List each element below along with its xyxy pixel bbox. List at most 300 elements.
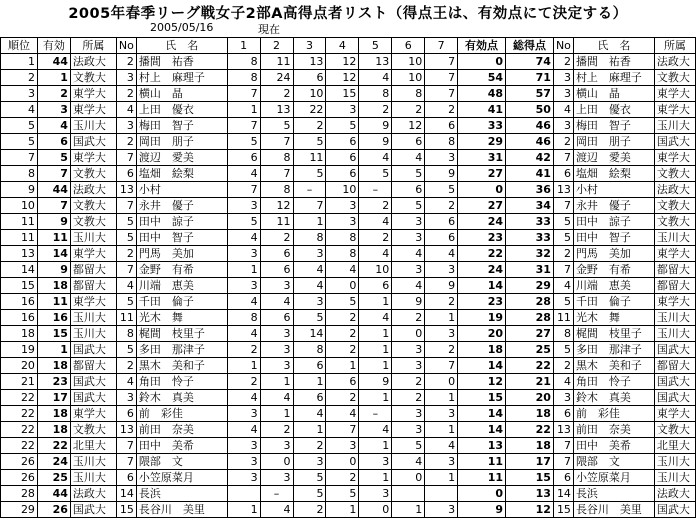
cell-match-3: 4 xyxy=(293,278,326,294)
cell-match-5: 1 xyxy=(359,342,392,358)
cell-no-2: 11 xyxy=(553,310,573,326)
cell-no: 2 xyxy=(116,134,136,150)
cell-player-name-2: 田中 美希 xyxy=(573,438,654,454)
table-row xyxy=(1,182,696,198)
cell-match-6: 2 xyxy=(392,310,425,326)
cell-team-2: 東学大 xyxy=(654,406,695,422)
cell-match-3: – xyxy=(293,182,326,198)
table-row xyxy=(1,470,696,486)
cell-match-1: 3 xyxy=(227,454,260,470)
cell-match-6: 3 xyxy=(392,214,425,230)
cell-player-name: 金野 有希 xyxy=(136,262,227,278)
cell-match-5: 9 xyxy=(359,118,392,134)
cell-no: 7 xyxy=(116,198,136,214)
cell-match-6: 5 xyxy=(392,438,425,454)
cell-player-name-2: 梅田 智子 xyxy=(573,118,654,134)
cell-match-2: 4 xyxy=(260,390,293,406)
cell-no: 15 xyxy=(116,502,136,518)
cell-match-4: 7 xyxy=(326,422,359,438)
cell-match-1: 5 xyxy=(227,214,260,230)
cell-team-2: 東学大 xyxy=(654,102,695,118)
cell-match-7: 5 xyxy=(425,182,458,198)
cell-match-5: 2 xyxy=(359,102,392,118)
cell-match-4: 2 xyxy=(326,326,359,342)
header-team: 所属 xyxy=(70,38,116,54)
cell-player-name-2: 多田 那津子 xyxy=(573,342,654,358)
cell-rank: 9 xyxy=(1,182,38,198)
cell-valid-rank: 26 xyxy=(37,502,70,518)
cell-valid-points: 0 xyxy=(458,182,506,198)
cell-player-name-2: 小笠原菜月 xyxy=(573,470,654,486)
cell-team-2: 法政大 xyxy=(654,54,695,70)
cell-match-2: 6 xyxy=(260,246,293,262)
cell-match-6: 2 xyxy=(392,390,425,406)
cell-player-name-2: 田中 智子 xyxy=(573,230,654,246)
cell-valid-points: 11 xyxy=(458,470,506,486)
cell-match-6: 10 xyxy=(392,54,425,70)
cell-match-7: 3 xyxy=(425,150,458,166)
cell-player-name-2: 岡田 朋子 xyxy=(573,134,654,150)
cell-match-4: 3 xyxy=(326,438,359,454)
cell-match-7: 6 xyxy=(425,118,458,134)
cell-valid-rank: 6 xyxy=(37,134,70,150)
header-valid-rank: 有効 xyxy=(37,38,70,54)
cell-match-6: 0 xyxy=(392,470,425,486)
cell-no-2: 7 xyxy=(553,438,573,454)
cell-match-5: 8 xyxy=(359,86,392,102)
table-row xyxy=(1,438,696,454)
cell-player-name: 門馬 美加 xyxy=(136,246,227,262)
cell-match-5: 1 xyxy=(359,326,392,342)
cell-player-name-2: 金野 有希 xyxy=(573,262,654,278)
cell-player-name: 長浜 xyxy=(136,486,227,502)
cell-team-2: 文教大 xyxy=(654,166,695,182)
cell-match-5: 2 xyxy=(359,230,392,246)
cell-team: 文教大 xyxy=(70,70,116,86)
cell-valid-points: 0 xyxy=(458,486,506,502)
cell-player-name-2: 梶間 枝里子 xyxy=(573,326,654,342)
cell-match-3: 14 xyxy=(293,326,326,342)
cell-rank: 16 xyxy=(1,310,38,326)
cell-match-7: 1 xyxy=(425,422,458,438)
table-row xyxy=(1,262,696,278)
cell-valid-points: 41 xyxy=(458,102,506,118)
cell-match-3: 1 xyxy=(293,374,326,390)
cell-team-2: 東学大 xyxy=(654,246,695,262)
cell-total-points: 32 xyxy=(506,246,554,262)
cell-match-7: 9 xyxy=(425,278,458,294)
table-row xyxy=(1,86,696,102)
cell-match-7: 2 xyxy=(425,342,458,358)
cell-valid-points: 22 xyxy=(458,246,506,262)
cell-player-name: 角田 怜子 xyxy=(136,374,227,390)
cell-player-name-2: 前田 奈美 xyxy=(573,422,654,438)
cell-rank: 21 xyxy=(1,374,38,390)
cell-team-2: 玉川大 xyxy=(654,310,695,326)
cell-team-2: 都留大 xyxy=(654,262,695,278)
cell-team-2: 国武大 xyxy=(654,134,695,150)
report-date: 2005/05/16 xyxy=(150,21,214,34)
cell-match-3: 22 xyxy=(293,102,326,118)
cell-match-2: 3 xyxy=(260,342,293,358)
cell-valid-points: 14 xyxy=(458,358,506,374)
table-row xyxy=(1,310,696,326)
cell-total-points: 28 xyxy=(506,310,554,326)
cell-player-name-2: 永井 優子 xyxy=(573,198,654,214)
cell-match-2: 7 xyxy=(260,134,293,150)
cell-team-2: 玉川大 xyxy=(654,326,695,342)
cell-match-7: 8 xyxy=(425,134,458,150)
table-row xyxy=(1,294,696,310)
cell-match-5: 0 xyxy=(359,502,392,518)
cell-match-3: 5 xyxy=(293,310,326,326)
cell-match-2: – xyxy=(260,486,293,502)
cell-team: 国武大 xyxy=(70,374,116,390)
cell-match-1: 2 xyxy=(227,342,260,358)
cell-player-name-2: 上田 優衣 xyxy=(573,102,654,118)
cell-no-2: 15 xyxy=(553,502,573,518)
table-row xyxy=(1,118,696,134)
cell-no-2: 13 xyxy=(553,422,573,438)
cell-rank: 15 xyxy=(1,278,38,294)
cell-match-6: 1 xyxy=(392,502,425,518)
cell-valid-rank: 25 xyxy=(37,470,70,486)
cell-match-4: 6 xyxy=(326,150,359,166)
cell-valid-points: 12 xyxy=(458,374,506,390)
cell-match-4: 2 xyxy=(326,390,359,406)
table-row xyxy=(1,150,696,166)
cell-match-5: 13 xyxy=(359,54,392,70)
page-title: 2005年春季リーグ戦女子2部A高得点者リスト（得点王は、有効点にて決定する） xyxy=(68,6,628,22)
cell-rank: 10 xyxy=(1,198,38,214)
cell-match-2: 0 xyxy=(260,454,293,470)
cell-no: 7 xyxy=(116,454,136,470)
cell-player-name-2: 小村 xyxy=(573,182,654,198)
cell-no: 6 xyxy=(116,406,136,422)
cell-rank: 22 xyxy=(1,438,38,454)
cell-rank: 22 xyxy=(1,390,38,406)
cell-match-3: 11 xyxy=(293,150,326,166)
cell-match-3: 13 xyxy=(293,54,326,70)
cell-no: 13 xyxy=(116,182,136,198)
cell-valid-rank: 5 xyxy=(37,150,70,166)
cell-match-3: 2 xyxy=(293,438,326,454)
cell-match-2: 11 xyxy=(260,54,293,70)
cell-total-points: 41 xyxy=(506,166,554,182)
cell-no-2: 5 xyxy=(553,342,573,358)
cell-no-2: 5 xyxy=(553,230,573,246)
cell-team: 国武大 xyxy=(70,390,116,406)
cell-valid-points: 29 xyxy=(458,134,506,150)
cell-match-5: – xyxy=(359,182,392,198)
header-player-name-2: 氏 名 xyxy=(573,38,654,54)
table-row xyxy=(1,374,696,390)
cell-no: 5 xyxy=(116,342,136,358)
cell-team: 国武大 xyxy=(70,342,116,358)
cell-player-name-2: 田中 諒子 xyxy=(573,214,654,230)
cell-player-name-2: 千田 倫子 xyxy=(573,294,654,310)
cell-match-6: 4 xyxy=(392,278,425,294)
cell-player-name: 田中 智子 xyxy=(136,230,227,246)
cell-valid-rank: 11 xyxy=(37,230,70,246)
cell-match-7: 0 xyxy=(425,374,458,390)
cell-player-name-2: 播間 祐香 xyxy=(573,54,654,70)
cell-player-name: 千田 倫子 xyxy=(136,294,227,310)
table-row xyxy=(1,486,696,502)
cell-match-2: 3 xyxy=(260,278,293,294)
cell-match-1: 1 xyxy=(227,102,260,118)
cell-total-points: 42 xyxy=(506,150,554,166)
cell-valid-rank: 2 xyxy=(37,86,70,102)
cell-no-2: 3 xyxy=(553,70,573,86)
table-row xyxy=(1,134,696,150)
cell-match-5: 4 xyxy=(359,310,392,326)
cell-valid-rank: 17 xyxy=(37,390,70,406)
cell-match-4: 0 xyxy=(326,454,359,470)
table-row xyxy=(1,342,696,358)
header-match-5: 5 xyxy=(359,38,392,54)
cell-player-name: 播間 祐香 xyxy=(136,54,227,70)
cell-team-2: 国武大 xyxy=(654,390,695,406)
cell-rank: 5 xyxy=(1,134,38,150)
cell-team: 文教大 xyxy=(70,198,116,214)
cell-match-1: 8 xyxy=(227,70,260,86)
cell-team: 都留大 xyxy=(70,262,116,278)
cell-match-1: 3 xyxy=(227,278,260,294)
cell-player-name: 前田 奈美 xyxy=(136,422,227,438)
cell-no-2: 2 xyxy=(553,358,573,374)
cell-rank: 7 xyxy=(1,150,38,166)
cell-match-4: 2 xyxy=(326,470,359,486)
cell-rank: 1 xyxy=(1,54,38,70)
cell-rank: 26 xyxy=(1,454,38,470)
cell-valid-points: 24 xyxy=(458,214,506,230)
cell-valid-points: 14 xyxy=(458,422,506,438)
cell-match-4: 12 xyxy=(326,54,359,70)
cell-match-7: 7 xyxy=(425,86,458,102)
cell-match-5: 4 xyxy=(359,422,392,438)
cell-team: 東学大 xyxy=(70,150,116,166)
cell-no: 14 xyxy=(116,486,136,502)
cell-match-4: 15 xyxy=(326,86,359,102)
cell-valid-points: 14 xyxy=(458,278,506,294)
cell-rank: 5 xyxy=(1,118,38,134)
cell-no-2: 6 xyxy=(553,406,573,422)
cell-valid-points: 54 xyxy=(458,70,506,86)
cell-total-points: 17 xyxy=(506,454,554,470)
cell-no-2: 4 xyxy=(553,278,573,294)
cell-valid-rank: 7 xyxy=(37,198,70,214)
cell-match-1: 3 xyxy=(227,406,260,422)
cell-team: 玉川大 xyxy=(70,454,116,470)
cell-match-7: 3 xyxy=(425,326,458,342)
cell-match-1: 7 xyxy=(227,86,260,102)
cell-no: 13 xyxy=(116,422,136,438)
cell-valid-points: 14 xyxy=(458,406,506,422)
cell-no: 5 xyxy=(116,230,136,246)
cell-valid-rank: 18 xyxy=(37,278,70,294)
cell-player-name-2: 黒木 美和子 xyxy=(573,358,654,374)
cell-no: 6 xyxy=(116,166,136,182)
cell-no-2: 6 xyxy=(553,470,573,486)
cell-team-2: 玉川大 xyxy=(654,118,695,134)
cell-player-name-2: 鈴木 真美 xyxy=(573,390,654,406)
table-body xyxy=(1,54,696,518)
header-match-6: 6 xyxy=(392,38,425,54)
header-no: No xyxy=(116,38,136,54)
table-row xyxy=(1,326,696,342)
cell-match-4: 3 xyxy=(326,102,359,118)
cell-match-3: 1 xyxy=(293,214,326,230)
cell-match-2: 8 xyxy=(260,182,293,198)
header-match-1: 1 xyxy=(227,38,260,54)
cell-match-5: 6 xyxy=(359,278,392,294)
header-match-4: 4 xyxy=(326,38,359,54)
cell-team-2: 北里大 xyxy=(654,438,695,454)
cell-no: 5 xyxy=(116,294,136,310)
cell-match-3: 6 xyxy=(293,358,326,374)
cell-match-3: 3 xyxy=(293,454,326,470)
cell-match-3: 8 xyxy=(293,342,326,358)
cell-match-4: 12 xyxy=(326,70,359,86)
cell-match-7: 2 xyxy=(425,102,458,118)
cell-no: 7 xyxy=(116,438,136,454)
cell-match-1: 1 xyxy=(227,358,260,374)
cell-match-1: 4 xyxy=(227,166,260,182)
cell-match-3: 3 xyxy=(293,246,326,262)
cell-match-7: 4 xyxy=(425,246,458,262)
cell-match-4: 8 xyxy=(326,230,359,246)
cell-player-name: 光木 舞 xyxy=(136,310,227,326)
cell-team-2: 玉川大 xyxy=(654,470,695,486)
cell-no-2: 2 xyxy=(553,54,573,70)
cell-rank: 19 xyxy=(1,342,38,358)
cell-team-2: 文教大 xyxy=(654,214,695,230)
cell-player-name: 川端 恵美 xyxy=(136,278,227,294)
cell-no: 3 xyxy=(116,70,136,86)
cell-valid-rank: 18 xyxy=(37,422,70,438)
cell-player-name: 岡田 朋子 xyxy=(136,134,227,150)
cell-match-4: 4 xyxy=(326,262,359,278)
cell-valid-rank: 22 xyxy=(37,438,70,454)
cell-match-4: 2 xyxy=(326,342,359,358)
cell-match-2: 13 xyxy=(260,102,293,118)
cell-total-points: 71 xyxy=(506,70,554,86)
table-row xyxy=(1,198,696,214)
cell-total-points: 22 xyxy=(506,422,554,438)
cell-no-2: 2 xyxy=(553,134,573,150)
cell-match-7: 6 xyxy=(425,230,458,246)
cell-match-4: 8 xyxy=(326,246,359,262)
table-row xyxy=(1,166,696,182)
cell-player-name: 村上 麻理子 xyxy=(136,70,227,86)
cell-no: 2 xyxy=(116,86,136,102)
cell-match-5: – xyxy=(359,406,392,422)
cell-valid-points: 23 xyxy=(458,230,506,246)
cell-team-2: 国武大 xyxy=(654,374,695,390)
cell-rank: 18 xyxy=(1,326,38,342)
cell-match-7: 1 xyxy=(425,390,458,406)
cell-team: 東学大 xyxy=(70,294,116,310)
cell-match-7: 4 xyxy=(425,438,458,454)
cell-valid-points: 48 xyxy=(458,86,506,102)
cell-no-2: 3 xyxy=(553,118,573,134)
header-row xyxy=(1,38,696,54)
cell-rank: 16 xyxy=(1,294,38,310)
cell-match-3: 6 xyxy=(293,390,326,406)
header-match-7: 7 xyxy=(425,38,458,54)
cell-no: 3 xyxy=(116,118,136,134)
cell-no: 7 xyxy=(116,262,136,278)
cell-no-2: 5 xyxy=(553,214,573,230)
cell-match-1: 4 xyxy=(227,294,260,310)
table-row xyxy=(1,70,696,86)
cell-match-6: 8 xyxy=(392,86,425,102)
cell-no: 2 xyxy=(116,246,136,262)
cell-match-4: 6 xyxy=(326,166,359,182)
cell-team: 文教大 xyxy=(70,214,116,230)
cell-team: 国武大 xyxy=(70,502,116,518)
cell-match-3: 5 xyxy=(293,486,326,502)
cell-match-3: 8 xyxy=(293,230,326,246)
header-no-2: No xyxy=(553,38,573,54)
cell-match-4: 2 xyxy=(326,310,359,326)
cell-team: 国武大 xyxy=(70,134,116,150)
cell-valid-rank: 3 xyxy=(37,102,70,118)
cell-match-2: 2 xyxy=(260,230,293,246)
cell-team-2: 都留大 xyxy=(654,358,695,374)
cell-match-2: 3 xyxy=(260,326,293,342)
cell-no: 4 xyxy=(116,278,136,294)
cell-match-5: 4 xyxy=(359,246,392,262)
cell-rank: 11 xyxy=(1,230,38,246)
cell-no-2: 7 xyxy=(553,150,573,166)
cell-match-7: 3 xyxy=(425,262,458,278)
cell-player-name: 上田 優衣 xyxy=(136,102,227,118)
cell-player-name-2: 前 彩佳 xyxy=(573,406,654,422)
cell-match-5: 2 xyxy=(359,198,392,214)
cell-match-7: 1 xyxy=(425,310,458,326)
cell-player-name: 長谷川 美里 xyxy=(136,502,227,518)
cell-total-points: 13 xyxy=(506,486,554,502)
cell-match-5: 4 xyxy=(359,150,392,166)
cell-match-1: 3 xyxy=(227,246,260,262)
cell-match-7: 7 xyxy=(425,358,458,374)
header-match-2: 2 xyxy=(260,38,293,54)
cell-total-points: 36 xyxy=(506,182,554,198)
cell-match-7: 2 xyxy=(425,198,458,214)
cell-match-3: 5 xyxy=(293,470,326,486)
cell-match-4: 3 xyxy=(326,198,359,214)
cell-match-4: 0 xyxy=(326,278,359,294)
cell-team-2: 文教大 xyxy=(654,198,695,214)
cell-valid-rank: 23 xyxy=(37,374,70,390)
cell-no-2: 13 xyxy=(553,182,573,198)
cell-no-2: 7 xyxy=(553,198,573,214)
cell-player-name-2: 村上 麻理子 xyxy=(573,70,654,86)
cell-match-4: 6 xyxy=(326,134,359,150)
cell-player-name: 小笠原菜月 xyxy=(136,470,227,486)
cell-match-3: 7 xyxy=(293,198,326,214)
cell-rank: 14 xyxy=(1,262,38,278)
cell-match-7: 3 xyxy=(425,454,458,470)
cell-team-2: 文教大 xyxy=(654,422,695,438)
cell-match-5: 10 xyxy=(359,262,392,278)
table-row xyxy=(1,230,696,246)
cell-match-3: 4 xyxy=(293,406,326,422)
cell-match-4: 1 xyxy=(326,358,359,374)
cell-match-1: 2 xyxy=(227,374,260,390)
